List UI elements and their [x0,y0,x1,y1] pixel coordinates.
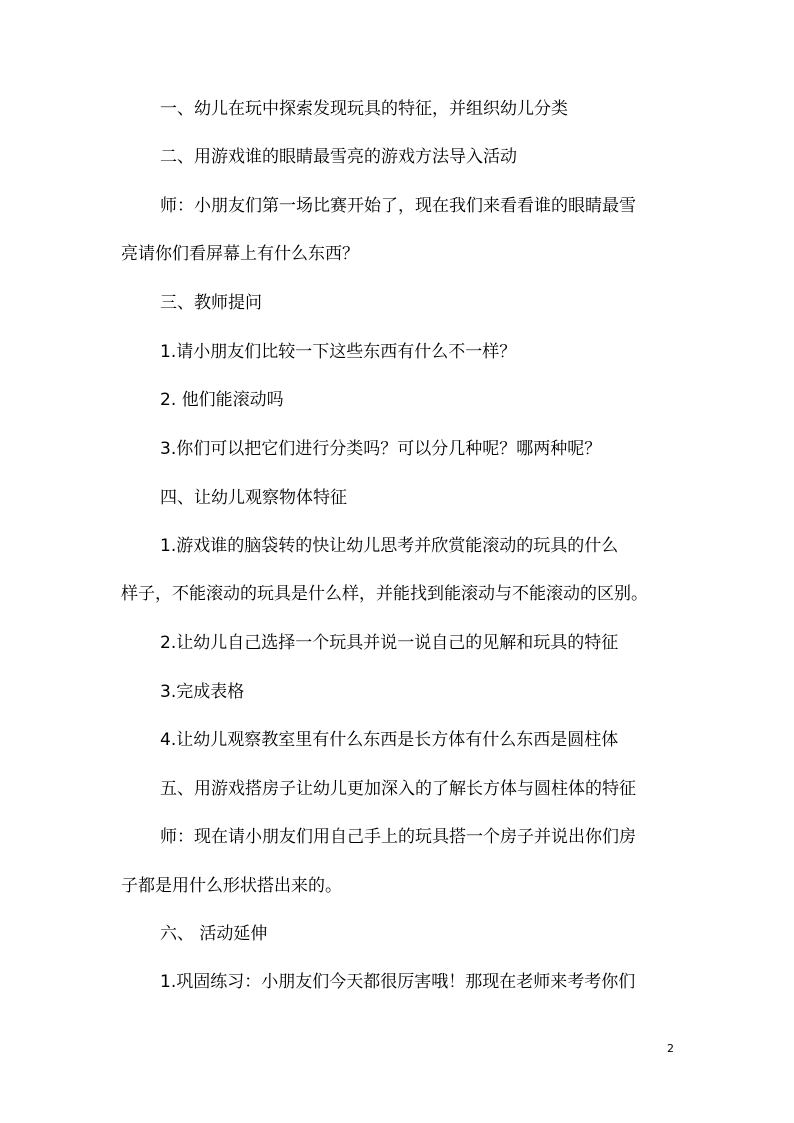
list-item: 1.巩固练习：小朋友们今天都很厉害哦！那现在老师来考考你们 [160,972,636,992]
paragraph-line: 亮请你们看屏幕上有什么东西？ [121,244,359,264]
paragraph-line: 师：小朋友们第一场比赛开始了，现在我们来看看谁的眼睛最雪 [160,196,636,216]
page-number: 2 [667,1042,674,1055]
list-item: 4.让幼儿观察教室里有什么东西是长方体有什么东西是圆柱体 [160,730,619,750]
heading-section-6: 六、 活动延伸 [160,924,268,944]
list-item: 1.请小朋友们比较一下这些东西有什么不一样？ [160,342,517,362]
paragraph-line: 师：现在请小朋友们用自己手上的玩具搭一个房子并说出你们房 [160,827,636,847]
paragraph-line: 样子，不能滚动的玩具是什么样，并能找到能滚动与不能滚动的区别。 [121,584,648,604]
paragraph-line: 子都是用什么形状搭出来的。 [121,876,342,896]
list-item: 2.让幼儿自己选择一个玩具并说一说自己的见解和玩具的特征 [160,633,619,653]
list-item: 3.完成表格 [160,682,245,702]
heading-section-1: 一、幼儿在玩中探索发现玩具的特征，并组织幼儿分类 [160,99,568,119]
heading-section-2: 二、用游戏谁的眼睛最雪亮的游戏方法导入活动 [160,147,517,167]
heading-section-3: 三、教师提问 [160,293,262,313]
heading-section-4: 四、让幼儿观察物体特征 [160,488,347,508]
list-item: 3.你们可以把它们进行分类吗？可以分几种呢？哪两种呢？ [160,439,602,459]
list-item: 1.游戏谁的脑袋转的快让幼儿思考并欣赏能滚动的玩具的什么 [160,536,619,556]
heading-section-5: 五、用游戏搭房子让幼儿更加深入的了解长方体与圆柱体的特征 [160,779,636,799]
list-item: 2. 他们能滚动吗 [160,390,284,410]
